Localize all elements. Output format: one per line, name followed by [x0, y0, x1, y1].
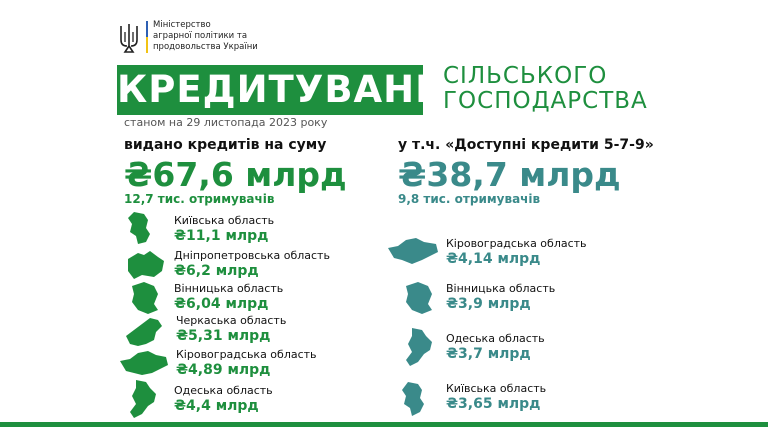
region-name: Одеська область — [174, 384, 273, 397]
region-name: Київська область — [446, 382, 547, 395]
region-value: ₴3,65 млрд — [446, 396, 541, 412]
right-total-value: ₴38,7 млрд — [398, 155, 621, 194]
kirovohrad-oblast-map-icon — [118, 345, 170, 381]
odesa-oblast-map-icon — [400, 326, 440, 368]
region-name: Черкаська область — [176, 314, 287, 327]
footer-bar — [0, 422, 768, 427]
list-item — [124, 378, 364, 420]
ministry-line-2: аграрної політики та — [153, 31, 248, 41]
dnipro-oblast-map-icon — [124, 245, 168, 281]
region-name: Вінницька область — [446, 282, 556, 295]
region-value: ₴5,31 млрд — [176, 328, 271, 344]
vinnytsia-oblast-map-icon — [400, 280, 436, 316]
region-name: Кіровоградська область — [176, 348, 317, 361]
date-subtitle: станом на 29 листопада 2023 року — [124, 116, 328, 129]
right-total-label: у т.ч. «Доступні кредити 5-7-9» — [398, 137, 654, 153]
kyiv-oblast-map-icon — [124, 210, 164, 246]
list-item — [400, 380, 646, 420]
ministry-name — [153, 20, 258, 53]
flag-divider — [146, 21, 148, 53]
list-item — [124, 210, 364, 246]
title-right-line-1: СІЛЬСЬКОГО — [443, 63, 608, 89]
list-item — [124, 280, 364, 316]
region-value: ₴3,9 млрд — [446, 296, 531, 312]
page-title: КРЕДИТУВАННЯ — [117, 65, 423, 115]
region-name: Кіровоградська область — [446, 237, 587, 250]
list-item — [118, 345, 364, 381]
left-recipients: 12,7 тис. отримувачів — [124, 192, 275, 206]
title-right-line-2: ГОСПОДАРСТВА — [443, 88, 648, 114]
kirovohrad-oblast-map-icon — [386, 234, 440, 270]
region-name: Дніпропетровська область — [174, 249, 330, 262]
left-total-value: ₴67,6 млрд — [124, 155, 347, 194]
region-value: ₴4,14 млрд — [446, 251, 541, 267]
ministry-line-1: Міністерство — [153, 20, 211, 30]
list-item — [124, 245, 364, 281]
list-item — [400, 326, 646, 368]
odesa-oblast-map-icon — [124, 378, 164, 420]
region-value: ₴11,1 млрд — [174, 228, 269, 244]
region-value: ₴6,2 млрд — [174, 263, 259, 279]
region-value: ₴6,04 млрд — [174, 296, 269, 312]
left-total-label: видано кредитів на суму — [124, 137, 327, 153]
kyiv-oblast-map-icon — [400, 380, 436, 418]
list-item — [386, 234, 646, 270]
region-name: Вінницька область — [174, 282, 284, 295]
ministry-line-3: продовольства України — [153, 42, 258, 52]
vinnytsia-oblast-map-icon — [124, 280, 164, 316]
region-value: ₴4,4 млрд — [174, 398, 259, 414]
coat-of-arms-icon — [118, 22, 140, 54]
list-item — [400, 280, 646, 316]
region-value: ₴3,7 млрд — [446, 346, 531, 362]
region-name: Київська область — [174, 214, 275, 227]
page-title-secondary — [443, 64, 648, 114]
region-value: ₴4,89 млрд — [176, 362, 271, 378]
region-name: Одеська область — [446, 332, 545, 345]
right-recipients: 9,8 тис. отримувачів — [398, 192, 541, 206]
